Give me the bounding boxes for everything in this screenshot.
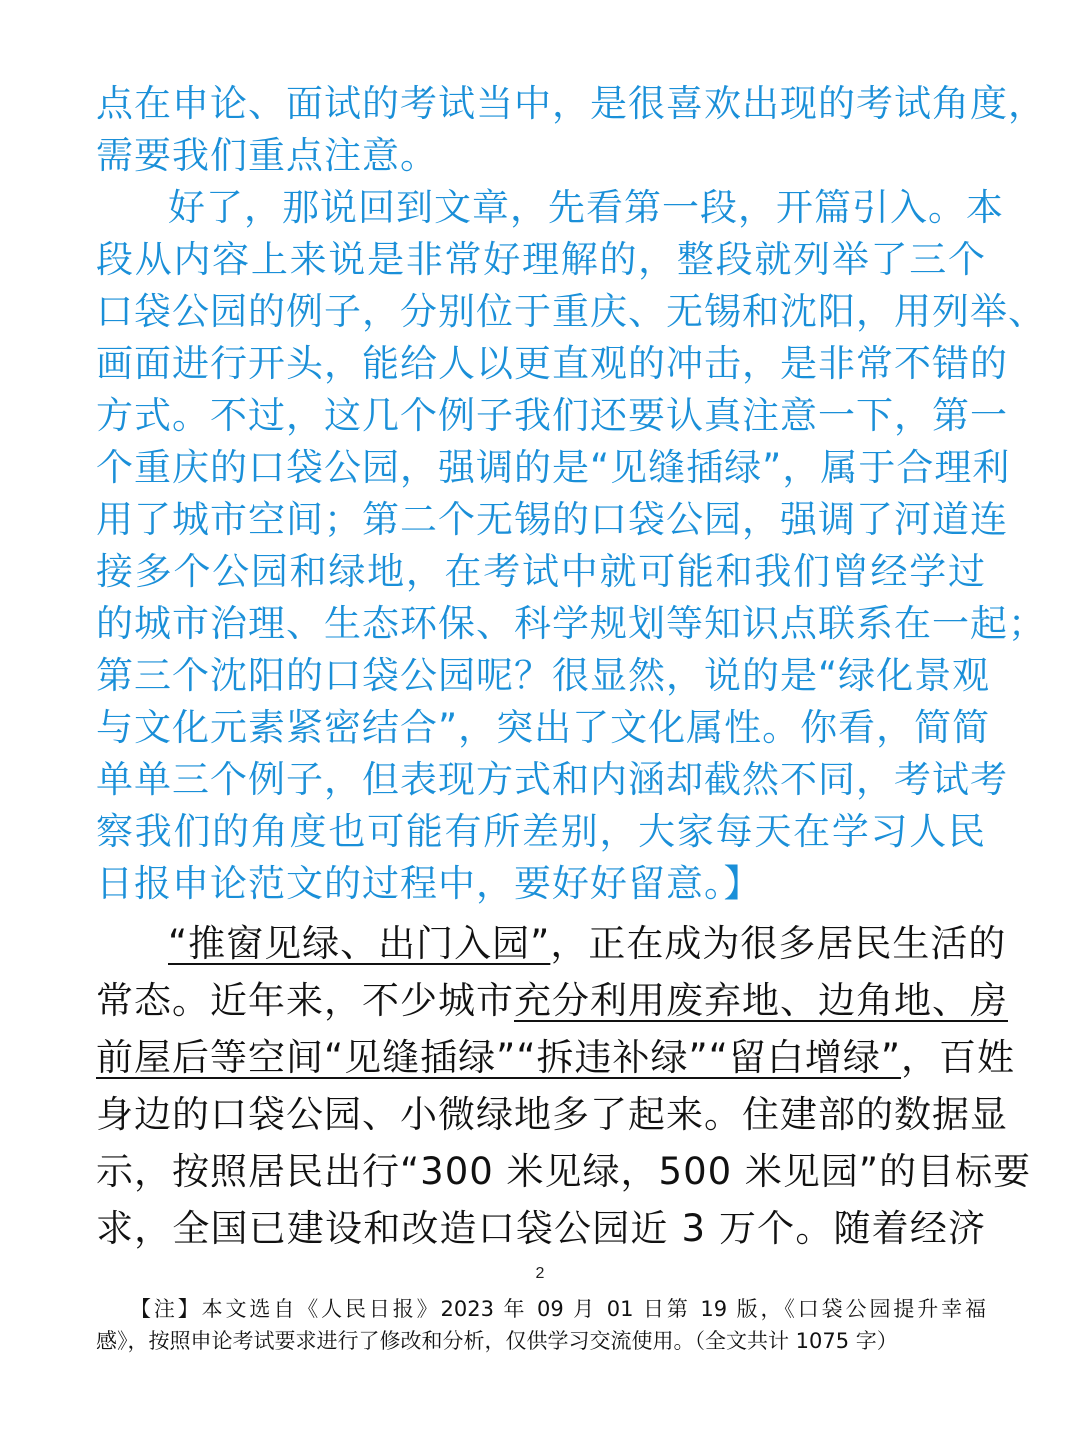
page-number: 2 [535,1265,545,1282]
article-line: 求，全国已建设和改造口袋公园近 3 万个。随着经济 [96,1207,986,1250]
analysis-line: 的城市治理、生态环保、科学规划等知识点联系在一起； [96,602,1046,645]
footnote-line: 感》，按照申论考试要求进行了修改和分析，仅供学习交流使用。（全文共计 1075 字） [96,1329,898,1353]
analysis-line: 日报申论范文的过程中，要好好留意。】 [96,862,762,905]
analysis-line: 个重庆的口袋公园，强调的是“见缝插绿”，属于合理利 [96,446,1011,489]
analysis-line: 点在申论、面试的考试当中，是很喜欢出现的考试角度， [96,82,1046,125]
analysis-line: 第三个沈阳的口袋公园呢？很显然，说的是“绿化景观 [96,654,991,697]
analysis-line: 用了城市空间；第二个无锡的口袋公园，强调了河道连 [96,498,1008,541]
article-line [168,918,1007,970]
article-text: 常态。近年来，不少城市 [96,979,514,1022]
analysis-line: 段从内容上来说是非常好理解的，整段就列举了三个 [96,238,986,281]
underlined-phrase: 充分利用废弃地、边角地、房 [514,979,1008,1022]
analysis-line: 好了，那说回到文章，先看第一段，开篇引入。本 [168,186,1004,229]
footnote-line: 【注】本文选自《人民日报》2023 年 09 月 01 日第 19 版，《口袋公园提升幸福 [130,1297,986,1321]
analysis-line: 画面进行开头，能给人以更直观的冲击，是非常不错的 [96,342,1008,385]
analysis-line: 单单三个例子，但表现方式和内涵却截然不同，考试考 [96,758,1008,801]
article-line: 示，按照居民出行“300 米见绿，500 米见园”的目标要 [96,1150,1032,1193]
analysis-line: 接多个公园和绿地，在考试中就可能和我们曾经学过 [96,550,986,593]
underlined-phrase: “推窗见绿、出门入园” [168,922,551,965]
analysis-line: 口袋公园的例子，分别位于重庆、无锡和沈阳，用列举、 [96,290,1046,333]
analysis-line: 察我们的角度也可能有所差别，大家每天在学习人民 [96,810,986,853]
analysis-line: 与文化元素紧密结合”，突出了文化属性。你看，简简 [96,706,991,749]
underlined-phrase: 前屋后等空间“见缝插绿”“拆违补绿”“留白增绿” [96,1036,902,1079]
article-text: ，正在成为很多居民生活的 [550,922,1007,965]
analysis-line: 需要我们重点注意。 [96,134,438,177]
analysis-line: 方式。不过，这几个例子我们还要认真注意一下，第一 [96,394,1008,437]
article-text: ，百姓 [901,1036,1016,1079]
article-line [96,1032,1016,1084]
article-line: 身边的口袋公园、小微绿地多了起来。住建部的数据显 [96,1093,1008,1136]
article-line [96,975,1008,1027]
